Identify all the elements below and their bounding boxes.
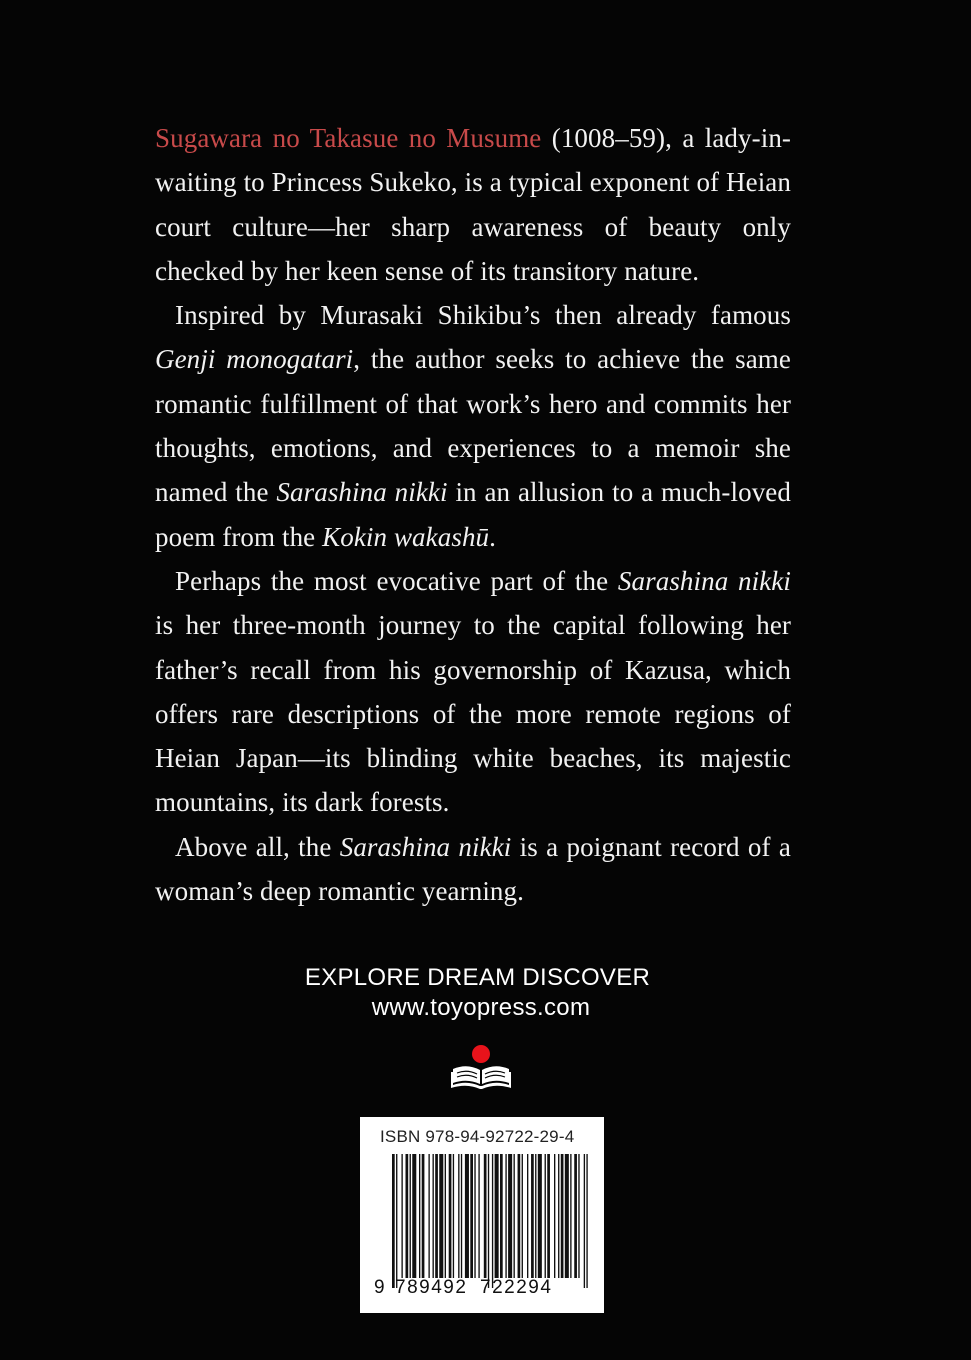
barcode-bar	[492, 1154, 493, 1288]
blurb-p2-text-b: , the author seeks to achieve the same romantic fulfillment of that work’s hero and commits her thoughts, emotions, and experiences to a memoir she named the	[155, 344, 791, 508]
barcode-bar	[392, 1154, 395, 1288]
barcode-bar	[478, 1154, 479, 1278]
barcode-bar	[406, 1154, 409, 1278]
barcode-bar	[565, 1154, 569, 1278]
barcode-bar	[488, 1154, 489, 1288]
barcode-bar	[561, 1154, 564, 1278]
barcode-digit-group-1: 789492	[395, 1277, 468, 1298]
blurb-p3-text-a: Perhaps the most evocative part of the	[175, 565, 618, 596]
title-genji-monogatari: Genji monogatari	[155, 344, 354, 375]
title-sarashina-nikki: Sarashina nikki	[276, 477, 448, 508]
barcode-bar	[495, 1154, 499, 1278]
isbn-barcode-box	[360, 1117, 604, 1313]
barcode-bar	[584, 1154, 585, 1288]
barcode-bar	[412, 1154, 416, 1278]
barcode-bar	[439, 1154, 443, 1278]
barcode-bar	[484, 1154, 487, 1278]
title-kokin-wakashu: Kokin wakashū	[322, 521, 490, 552]
barcode-bar	[453, 1154, 454, 1278]
barcode-bar	[433, 1154, 434, 1278]
blurb-p3-text-b: is her three-month journey to the capital following her father’s recall from his governorship of Kazusa, which offers rare descriptions of the more remote regions of Heian Japan—its blinding white beaches, its majestic mountains, its dark forests.	[155, 610, 791, 818]
barcode-bar	[518, 1154, 521, 1278]
blurb-p1-text: (1008–59), a lady-in-waiting to Princess Sukeko, is a typical exponent of Heian court culture—her sharp awareness of beauty only checked by her keen sense of its transitory nature.	[155, 123, 792, 286]
barcode-bar	[514, 1154, 515, 1278]
barcode-bar	[445, 1154, 446, 1278]
barcode-bar	[410, 1154, 411, 1278]
publisher-tagline: EXPLORE DREAM DISCOVER	[304, 964, 651, 991]
title-sarashina-nikki: Sarashina nikki	[339, 831, 512, 862]
barcode-bar	[470, 1154, 473, 1278]
back-cover-blurb	[155, 116, 791, 913]
barcode-bar	[527, 1154, 528, 1278]
barcode-bar	[401, 1154, 402, 1278]
title-sarashina-nikki: Sarashina nikki	[617, 565, 791, 596]
red-sun-icon	[472, 1045, 490, 1063]
blurb-paragraph-4	[155, 825, 791, 914]
blurb-p4-text-a: Above all, the	[175, 831, 340, 862]
publisher-website: www.toyopress.com	[371, 994, 591, 1021]
barcode-bar	[465, 1154, 469, 1278]
barcode-bar	[435, 1154, 438, 1278]
barcode-bar	[508, 1154, 512, 1278]
blurb-paragraph-3	[155, 559, 791, 825]
barcode-bar	[531, 1154, 534, 1278]
barcode-bar	[570, 1154, 571, 1278]
barcode-bar	[578, 1154, 579, 1278]
barcode-digit-group-2: 722294	[480, 1277, 553, 1298]
barcode-bar	[458, 1154, 459, 1278]
barcode-bar	[396, 1154, 397, 1288]
blurb-paragraph-2	[155, 293, 791, 559]
barcode-bar	[422, 1154, 425, 1278]
barcode-bar	[428, 1154, 429, 1278]
blurb-p4-text-b: is a poignant record of a woman’s deep romantic yearning.	[155, 831, 791, 907]
barcode-bar	[538, 1154, 542, 1278]
barcode-bar	[535, 1154, 536, 1278]
barcode-bar	[558, 1154, 559, 1278]
barcode-bar	[449, 1154, 452, 1278]
barcode-bar	[419, 1154, 420, 1278]
barcode-bar	[474, 1154, 475, 1278]
blurb-p2-text-a: Inspired by Murasaki Shikibu’s then already famous	[175, 300, 791, 331]
blurb-paragraph-1	[155, 116, 791, 293]
barcode-bar	[500, 1154, 503, 1278]
barcode-bar	[545, 1154, 546, 1278]
barcode-bar	[505, 1154, 506, 1278]
book-with-red-sun-icon	[449, 1043, 513, 1091]
isbn-label: ISBN 978-94-92722-29-4	[380, 1127, 575, 1146]
open-book-icon	[451, 1066, 511, 1089]
barcode-bar	[554, 1154, 555, 1278]
barcode-bar	[586, 1154, 587, 1288]
author-name: Sugawara no Takasue no Musume	[155, 123, 542, 153]
barcode-bar	[547, 1154, 550, 1278]
blurb-p2-text-c: in an allusion to a much-loved poem from the	[155, 477, 791, 552]
barcode-bar	[522, 1154, 523, 1278]
barcode-bar	[461, 1154, 462, 1278]
barcode-digit-lead: 9	[374, 1277, 387, 1298]
blurb-p2-text-d: .	[489, 521, 497, 552]
barcode-bar	[574, 1154, 577, 1278]
